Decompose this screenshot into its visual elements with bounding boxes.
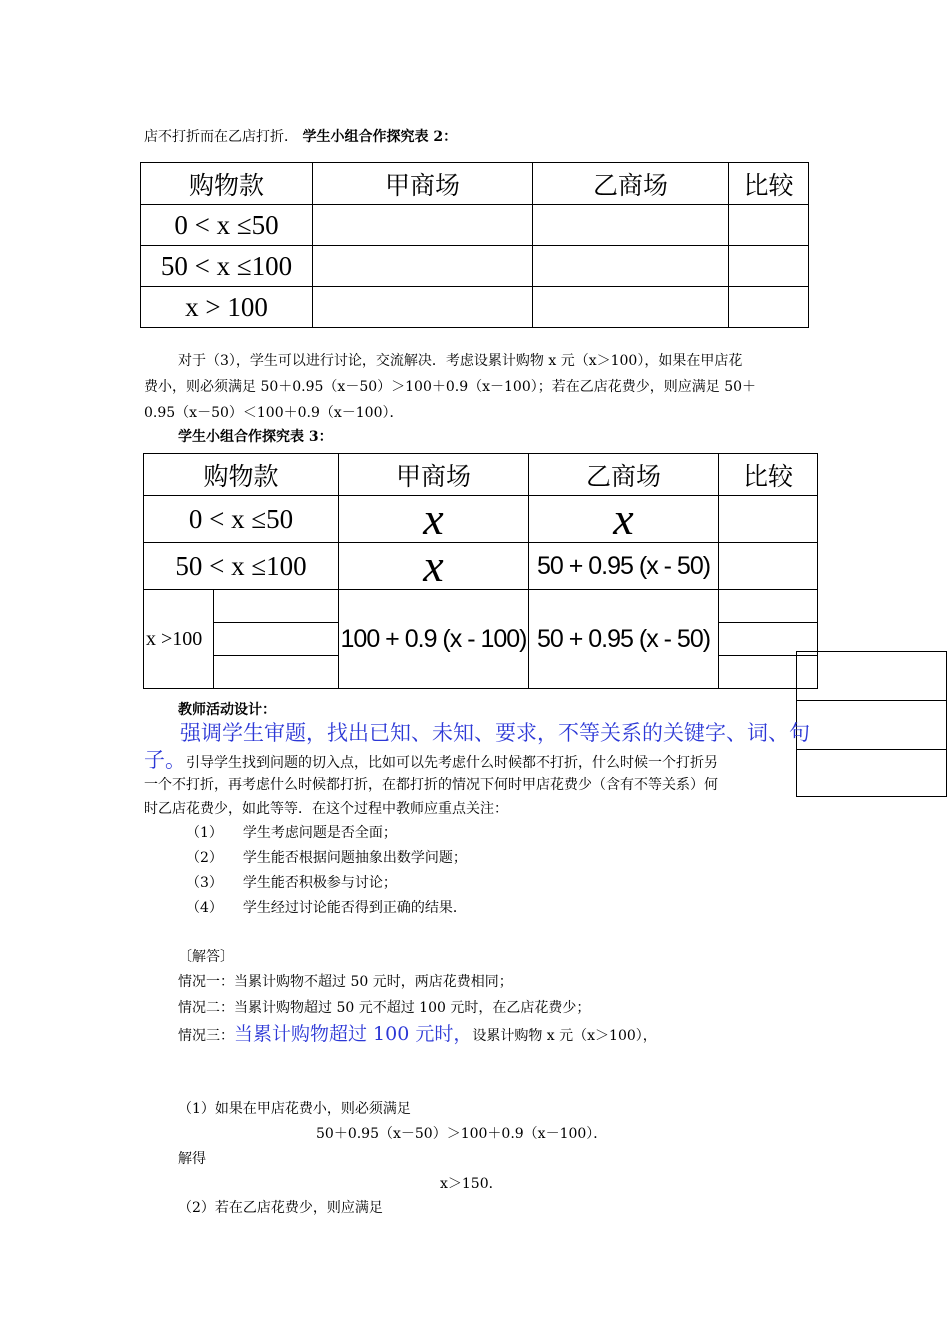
teacher-title: 教师活动设计：	[178, 702, 276, 718]
expr-store-a: 100 + 0.9 (x - 100)	[340, 624, 527, 653]
table-3	[143, 453, 818, 689]
table-cell	[533, 246, 729, 287]
answer-label: 〔解答〕	[178, 949, 234, 965]
teacher-text-1: 引导学生找到问题的切入点，比如可以先考虑什么时候都不打折，什么时候一个打折另	[186, 755, 718, 771]
table3-subcells-left	[214, 590, 339, 689]
sub-cell	[719, 590, 817, 623]
case3-suffix: 设累计购物 x 元（x＞100），	[472, 1028, 657, 1044]
table3-row-label-1: 0 < x ≤50	[144, 496, 339, 543]
table-cell	[729, 287, 809, 328]
table3-cell-a2	[339, 543, 529, 590]
sub-cell	[214, 590, 338, 623]
focus-item: （4） 学生经过讨论能否得到正确的结果．	[186, 900, 467, 916]
table3-title: 学生小组合作探究表 3：	[178, 429, 333, 445]
table-cell	[729, 246, 809, 287]
table3-cell-b2	[529, 543, 719, 590]
table2-header-compare: 比较	[729, 163, 809, 205]
paragraph-1-line-2: 费小，则必须满足 50＋0.95（x－50）＞100＋0.9（x－100）；若在乙店花费少，则应满足 50＋	[144, 379, 757, 395]
case-3	[178, 1020, 657, 1050]
table3-header-compare: 比较	[719, 454, 818, 496]
expr-store-b: 50 + 0.95 (x - 50)	[536, 551, 711, 580]
table2-header-store-a: 甲商场	[313, 163, 533, 205]
case-1: 情况一：当累计购物不超过 50 元时，两店花费相同；	[178, 974, 513, 990]
table-cell	[729, 205, 809, 246]
table-cell	[313, 287, 533, 328]
var-x: x	[613, 495, 634, 543]
teacher-line-2: 一个不打折，再考虑什么时候都打折，在都打折的情况下何时甲店花费少（含有不等关系）何	[144, 777, 718, 793]
table2-row-label-2: 50 < x ≤100	[141, 246, 313, 287]
table-row	[144, 496, 818, 543]
solve-label: 解得	[178, 1151, 206, 1167]
expr-store-b: 50 + 0.95 (x - 50)	[536, 624, 711, 653]
table3-header-store-a: 甲商场	[339, 454, 529, 496]
stray-box-cell	[797, 652, 946, 701]
stray-box-cell	[797, 701, 946, 750]
table-row	[141, 205, 809, 246]
table-cell	[719, 496, 818, 543]
table-row	[144, 590, 818, 689]
solution-2: （2）若在乙店花费少，则应满足	[178, 1200, 383, 1216]
stray-box	[796, 651, 947, 797]
solution-1: （1）如果在甲店花费小，则必须满足	[178, 1101, 411, 1117]
table2-title: 学生小组合作探究表 2：	[302, 129, 458, 145]
teacher-emphasis-line-2: 子。	[144, 748, 186, 772]
table2-row-label-1: 0 < x ≤50	[141, 205, 313, 246]
paragraph-1-line-3: 0.95（x－50）＜100＋0.9（x－100）．	[144, 405, 404, 421]
focus-item: （2） 学生能否根据问题抽象出数学问题；	[186, 850, 467, 866]
table3-cell-b3	[529, 590, 719, 689]
table3-header-row	[144, 454, 818, 496]
table-row	[141, 287, 809, 328]
table3-row-label-2: 50 < x ≤100	[144, 543, 339, 590]
sub-cell	[214, 623, 338, 656]
focus-item: （3） 学生能否积极参与讨论；	[186, 875, 397, 891]
table2-header-store-b: 乙商场	[533, 163, 729, 205]
table3-cell-a3	[339, 590, 529, 689]
case-2: 情况二：当累计购物超过 50 元不超过 100 元时，在乙店花费少；	[178, 1000, 591, 1016]
case3-emphasis: 当累计购物超过 100 元时，	[234, 1023, 473, 1045]
table2-header-payment: 购物款	[141, 163, 313, 205]
table-cell	[533, 287, 729, 328]
intro-line	[144, 124, 457, 150]
solution-1-equation: 50＋0.95（x－50）＞100＋0.9（x－100）．	[316, 1126, 608, 1142]
table3-cell-b1	[529, 496, 719, 543]
table-row	[144, 543, 818, 590]
table-cell	[533, 205, 729, 246]
table-row	[141, 246, 809, 287]
table-cell	[313, 205, 533, 246]
table3-cell-a1	[339, 496, 529, 543]
var-x: x	[423, 495, 444, 543]
teacher-emphasis-line-1: 强调学生审题，找出已知、未知、要求，不等关系的关键字、词、句	[180, 721, 810, 745]
focus-item: （1） 学生考虑问题是否全面；	[186, 825, 397, 841]
table-cell	[313, 246, 533, 287]
case3-prefix: 情况三：	[178, 1028, 234, 1044]
paragraph-1-line-1: 对于（3），学生可以进行讨论，交流解决．考虑设累计购物 x 元（x＞100），如果在甲店花	[178, 353, 743, 369]
solution-result: x＞150．	[440, 1176, 503, 1192]
table3-header-payment: 购物款	[144, 454, 339, 496]
table-cell	[719, 543, 818, 590]
teacher-line-3: 时乙店花费少，如此等等．在这个过程中教师应重点关注：	[144, 801, 508, 817]
var-x: x	[423, 542, 444, 590]
table2-row-label-3: x > 100	[141, 287, 313, 328]
intro-text: 店不打折而在乙店打折．	[144, 129, 298, 145]
table-2	[140, 162, 809, 328]
sub-cell	[214, 656, 338, 688]
table3-row-label-3: x >100	[144, 590, 214, 689]
table3-header-store-b: 乙商场	[529, 454, 719, 496]
table2-header-row	[141, 163, 809, 205]
